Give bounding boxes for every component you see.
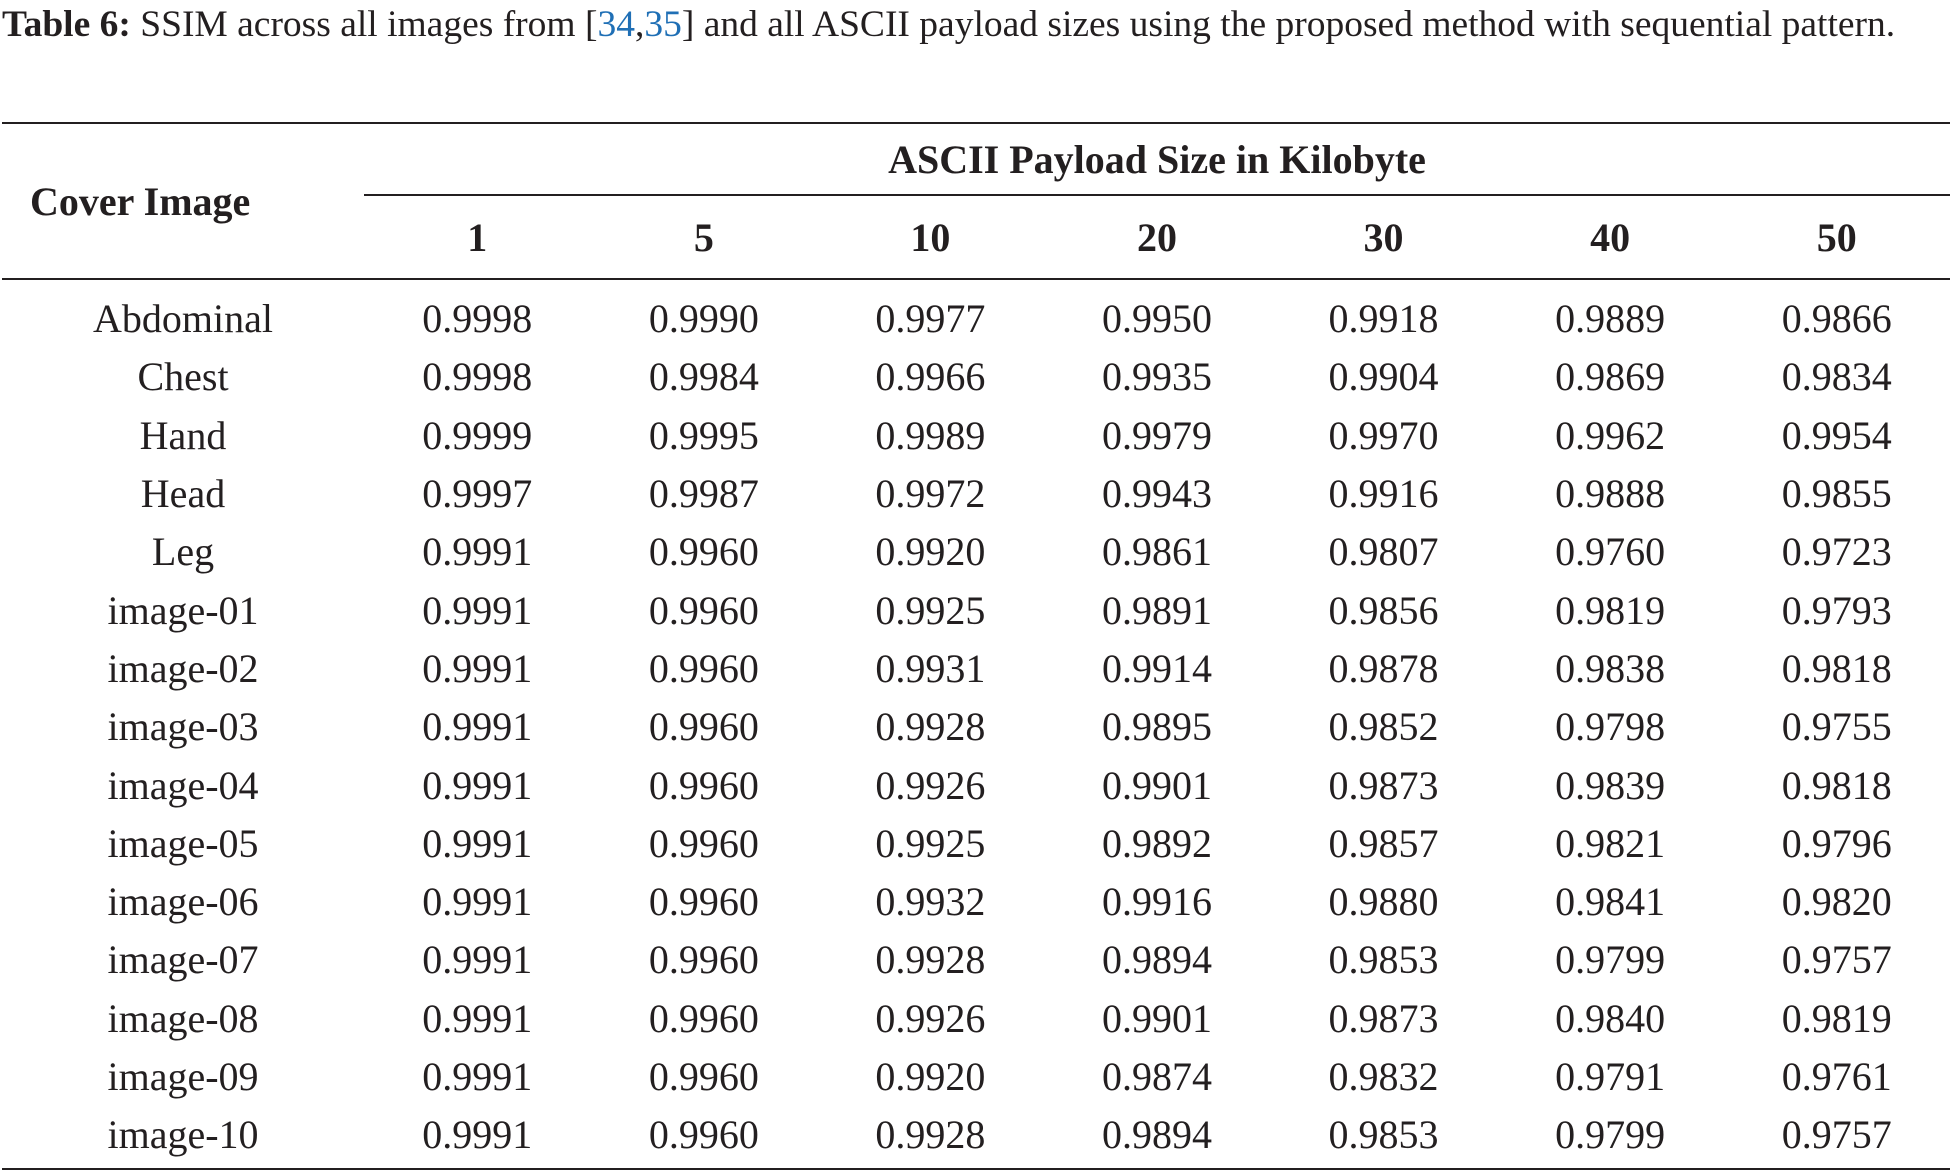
ssim-value-cell: 0.9987	[648, 471, 759, 517]
ssim-value-cell: 0.9943	[1101, 471, 1212, 517]
row-label: image-05	[107, 820, 259, 866]
table-row	[2, 279, 1950, 348]
table-row	[2, 465, 1950, 523]
ssim-value-cell: 0.9960	[648, 1054, 759, 1099]
ssim-value-cell: 0.9960	[648, 529, 759, 575]
ssim-value-cell: 0.9894	[1044, 1106, 1271, 1169]
row-label: image-09	[107, 1054, 259, 1099]
ssim-value-cell: 0.9995	[648, 412, 759, 458]
ssim-value-cell: 0.9856	[1328, 587, 1439, 633]
ssim-value-cell: 0.9799	[1555, 937, 1666, 983]
ssim-value-cell: 0.9755	[1781, 704, 1892, 750]
ssim-value-cell: 0.9991	[364, 1106, 591, 1169]
caption-text-before: SSIM across all images from [	[140, 4, 598, 45]
ssim-value-cell: 0.9834	[1781, 354, 1892, 400]
row-label: Chest	[137, 354, 229, 400]
table-row	[2, 931, 1950, 989]
ssim-value-cell: 0.9960	[591, 1106, 818, 1169]
ssim-value-cell: 0.9796	[1781, 820, 1892, 866]
ssim-value-cell: 0.9928	[817, 1106, 1044, 1169]
ssim-value-cell: 0.9904	[1328, 354, 1439, 400]
ssim-value-cell: 0.9723	[1781, 529, 1892, 575]
ssim-value-cell: 0.9972	[875, 471, 986, 517]
table-row	[2, 815, 1950, 873]
ssim-value-cell: 0.9962	[1555, 412, 1666, 458]
ssim-value-cell: 0.9925	[875, 587, 986, 633]
ssim-value-cell: 0.9798	[1555, 704, 1666, 750]
column-header-30: 30	[1270, 195, 1497, 279]
ssim-value-cell: 0.9991	[422, 879, 533, 925]
ssim-value-cell: 0.9874	[1101, 1054, 1212, 1099]
ssim-value-cell: 0.9873	[1328, 995, 1439, 1041]
ssim-value-cell: 0.9855	[1781, 471, 1892, 517]
row-label: image-02	[107, 645, 259, 691]
ssim-value-cell: 0.9991	[422, 587, 533, 633]
ssim-value-cell: 0.9991	[422, 820, 533, 866]
ssim-value-cell: 0.9966	[875, 354, 986, 400]
ssim-value-cell: 0.9841	[1555, 879, 1666, 925]
ssim-value-cell: 0.9793	[1781, 587, 1892, 633]
ssim-value-cell: 0.9866	[1781, 296, 1892, 342]
ssim-value-cell: 0.9920	[875, 1054, 986, 1099]
ssim-value-cell: 0.9821	[1555, 820, 1666, 866]
column-header-50: 50	[1723, 195, 1950, 279]
group-header-payload-size: ASCII Payload Size in Kilobyte	[364, 123, 1950, 195]
caption-text-after: ] and all ASCII payload sizes using the proposed method with sequential pattern.	[681, 4, 1896, 45]
ssim-value-cell: 0.9960	[648, 704, 759, 750]
ssim-value-cell: 0.9991	[422, 645, 533, 691]
ssim-value-cell: 0.9914	[1101, 645, 1212, 691]
ssim-value-cell: 0.9925	[875, 820, 986, 866]
ssim-value-cell: 0.9901	[1101, 762, 1212, 808]
citation-separator: ,	[634, 4, 645, 45]
citation-link-34[interactable]: 34	[597, 4, 635, 45]
ssim-value-cell: 0.9960	[648, 820, 759, 866]
table-body	[2, 279, 1950, 1169]
table-row	[2, 698, 1950, 756]
row-label: image-01	[107, 587, 259, 633]
table-row	[2, 990, 1950, 1048]
ssim-value-cell: 0.9861	[1101, 529, 1212, 575]
ssim-value-cell: 0.9991	[422, 762, 533, 808]
table-row	[2, 348, 1950, 406]
ssim-value-cell: 0.9852	[1328, 704, 1439, 750]
ssim-value-cell: 0.9894	[1101, 937, 1212, 983]
ssim-value-cell: 0.9873	[1328, 762, 1439, 808]
ssim-value-cell: 0.9818	[1781, 645, 1892, 691]
ssim-value-cell: 0.9960	[648, 937, 759, 983]
row-label: Abdominal	[93, 296, 273, 342]
ssim-value-cell: 0.9891	[1101, 587, 1212, 633]
column-header-20: 20	[1044, 195, 1271, 279]
table-row	[2, 1106, 1950, 1169]
ssim-value-cell: 0.9991	[422, 529, 533, 575]
ssim-value-cell: 0.9950	[1101, 296, 1212, 342]
ssim-value-cell: 0.9888	[1555, 471, 1666, 517]
table-row	[2, 407, 1950, 465]
ssim-value-cell: 0.9935	[1101, 354, 1212, 400]
ssim-value-cell: 0.9998	[422, 354, 533, 400]
ssim-value-cell: 0.9880	[1328, 879, 1439, 925]
ssim-value-cell: 0.9807	[1328, 529, 1439, 575]
column-header-1: 1	[364, 195, 591, 279]
ssim-value-cell: 0.9791	[1555, 1054, 1666, 1099]
ssim-value-cell: 0.9977	[875, 296, 986, 342]
ssim-table-container	[2, 122, 1950, 1170]
row-label: image-06	[107, 879, 259, 925]
ssim-value-cell: 0.9818	[1781, 762, 1892, 808]
ssim-value-cell: 0.9869	[1555, 354, 1666, 400]
column-header-10: 10	[817, 195, 1044, 279]
ssim-value-cell: 0.9853	[1328, 937, 1439, 983]
ssim-value-cell: 0.9991	[422, 995, 533, 1041]
ssim-value-cell: 0.9853	[1270, 1106, 1497, 1169]
table-row	[2, 640, 1950, 698]
ssim-value-cell: 0.9799	[1497, 1106, 1724, 1169]
row-label: image-10	[2, 1106, 364, 1169]
row-header-cover-image: Cover Image	[2, 123, 364, 279]
row-label: image-07	[107, 937, 259, 983]
ssim-value-cell: 0.9999	[422, 412, 533, 458]
table-row	[2, 873, 1950, 931]
ssim-value-cell: 0.9979	[1101, 412, 1212, 458]
table-row	[2, 581, 1950, 639]
row-label: image-03	[107, 704, 259, 750]
ssim-value-cell: 0.9920	[875, 529, 986, 575]
ssim-value-cell: 0.9832	[1328, 1054, 1439, 1099]
ssim-value-cell: 0.9991	[422, 1054, 533, 1099]
ssim-value-cell: 0.9916	[1101, 879, 1212, 925]
ssim-value-cell: 0.9989	[875, 412, 986, 458]
table-caption	[0, 0, 1950, 50]
ssim-value-cell: 0.9928	[875, 704, 986, 750]
ssim-value-cell: 0.9928	[875, 937, 986, 983]
ssim-value-cell: 0.9926	[875, 995, 986, 1041]
ssim-value-cell: 0.9757	[1723, 1106, 1950, 1169]
ssim-value-cell: 0.9984	[648, 354, 759, 400]
ssim-value-cell: 0.9819	[1555, 587, 1666, 633]
ssim-value-cell: 0.9991	[422, 937, 533, 983]
table-row	[2, 523, 1950, 581]
row-label: Hand	[139, 412, 227, 458]
table-row	[2, 1048, 1950, 1106]
ssim-value-cell: 0.9878	[1328, 645, 1439, 691]
ssim-value-cell: 0.9820	[1781, 879, 1892, 925]
ssim-value-cell: 0.9895	[1101, 704, 1212, 750]
row-label: image-08	[107, 995, 259, 1041]
ssim-value-cell: 0.9761	[1781, 1054, 1892, 1099]
ssim-value-cell: 0.9960	[648, 645, 759, 691]
ssim-value-cell: 0.9960	[648, 762, 759, 808]
caption-label: Table 6:	[2, 4, 131, 45]
ssim-value-cell: 0.9960	[648, 587, 759, 633]
ssim-value-cell: 0.9889	[1555, 296, 1666, 342]
ssim-value-cell: 0.9970	[1328, 412, 1439, 458]
citation-link-35[interactable]: 35	[644, 4, 682, 45]
ssim-value-cell: 0.9757	[1781, 937, 1892, 983]
ssim-value-cell: 0.9760	[1555, 529, 1666, 575]
ssim-value-cell: 0.9990	[648, 296, 759, 342]
table-header	[2, 123, 1950, 279]
row-label: image-04	[107, 762, 259, 808]
column-header-40: 40	[1497, 195, 1724, 279]
ssim-value-cell: 0.9918	[1328, 296, 1439, 342]
ssim-value-cell: 0.9954	[1781, 412, 1892, 458]
ssim-value-cell: 0.9839	[1555, 762, 1666, 808]
ssim-value-cell: 0.9857	[1328, 820, 1439, 866]
ssim-value-cell: 0.9892	[1101, 820, 1212, 866]
row-label: Leg	[151, 529, 215, 575]
ssim-value-cell: 0.9932	[875, 879, 986, 925]
ssim-value-cell: 0.9931	[875, 645, 986, 691]
ssim-value-cell: 0.9840	[1555, 995, 1666, 1041]
table-row	[2, 756, 1950, 814]
ssim-value-cell: 0.9960	[648, 995, 759, 1041]
ssim-value-cell: 0.9819	[1781, 995, 1892, 1041]
ssim-value-cell: 0.9838	[1555, 645, 1666, 691]
ssim-value-cell: 0.9901	[1101, 995, 1212, 1041]
row-label: Head	[140, 471, 226, 517]
ssim-value-cell: 0.9960	[648, 879, 759, 925]
ssim-value-cell: 0.9998	[422, 296, 533, 342]
ssim-value-cell: 0.9916	[1328, 471, 1439, 517]
ssim-value-cell: 0.9997	[422, 471, 533, 517]
ssim-table	[2, 122, 1950, 1170]
ssim-value-cell: 0.9926	[875, 762, 986, 808]
column-header-5: 5	[591, 195, 818, 279]
ssim-value-cell: 0.9991	[422, 704, 533, 750]
